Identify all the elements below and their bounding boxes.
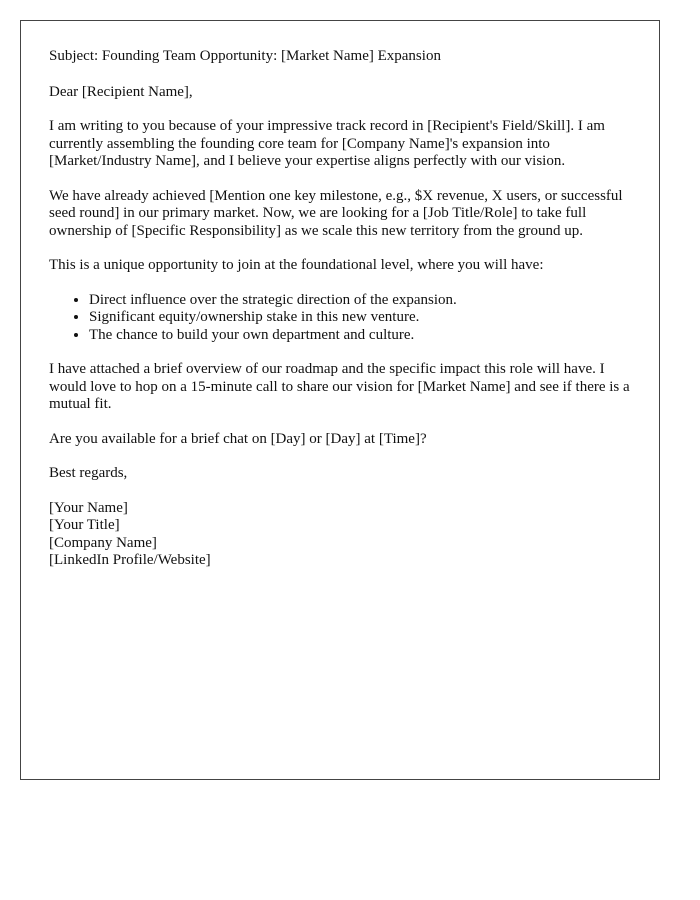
list-item: • The chance to build your own department and culture. [89, 327, 631, 345]
list-item: • Significant equity/ownership stake in this new venture. [89, 309, 631, 327]
benefits-list [49, 292, 631, 345]
signature-link: [LinkedIn Profile/Website] [49, 552, 211, 568]
paragraph-call-to-action: I have attached a brief overview of our roadmap and the specific impact this role will have. I would love to hop on a 15-minute call to share our vision for [Market Name] and see if there is a mutual fit. [49, 361, 630, 412]
list-item: • Direct influence over the strategic direction of the expansion. [89, 292, 631, 310]
signature-title: [Your Title] [49, 517, 120, 533]
letter-page [20, 20, 660, 780]
closing: Best regards, [49, 465, 128, 481]
signature-name: [Your Name] [49, 499, 128, 516]
signature-company: [Company Name] [49, 534, 157, 551]
paragraph-opportunity: This is a unique opportunity to join at the foundational level, where you will have: [49, 257, 544, 273]
signature-block [49, 500, 631, 570]
greeting: Dear [Recipient Name], [49, 83, 193, 100]
paragraph-milestone: We have already achieved [Mention one key milestone, e.g., $X revenue, X users, or successful seed round] in our primary market. Now, we are looking for a [Job Title/Role] to take full ownership of [Specific Responsibility] as we scale this new territory from the ground up. [49, 187, 623, 239]
paragraph-intro: I am writing to you because of your impressive track record in [Recipient's Field/Skill]. I am currently assembling the founding core team for [Company Name]'s expansion into [Market/Industry Name], and I believe your expertise aligns perfectly with our vision. [49, 118, 605, 169]
subject-line: Subject: Founding Team Opportunity: [Market Name] Expansion [49, 48, 441, 64]
paragraph-availability: Are you available for a brief chat on [Day] or [Day] at [Time]? [49, 430, 427, 447]
